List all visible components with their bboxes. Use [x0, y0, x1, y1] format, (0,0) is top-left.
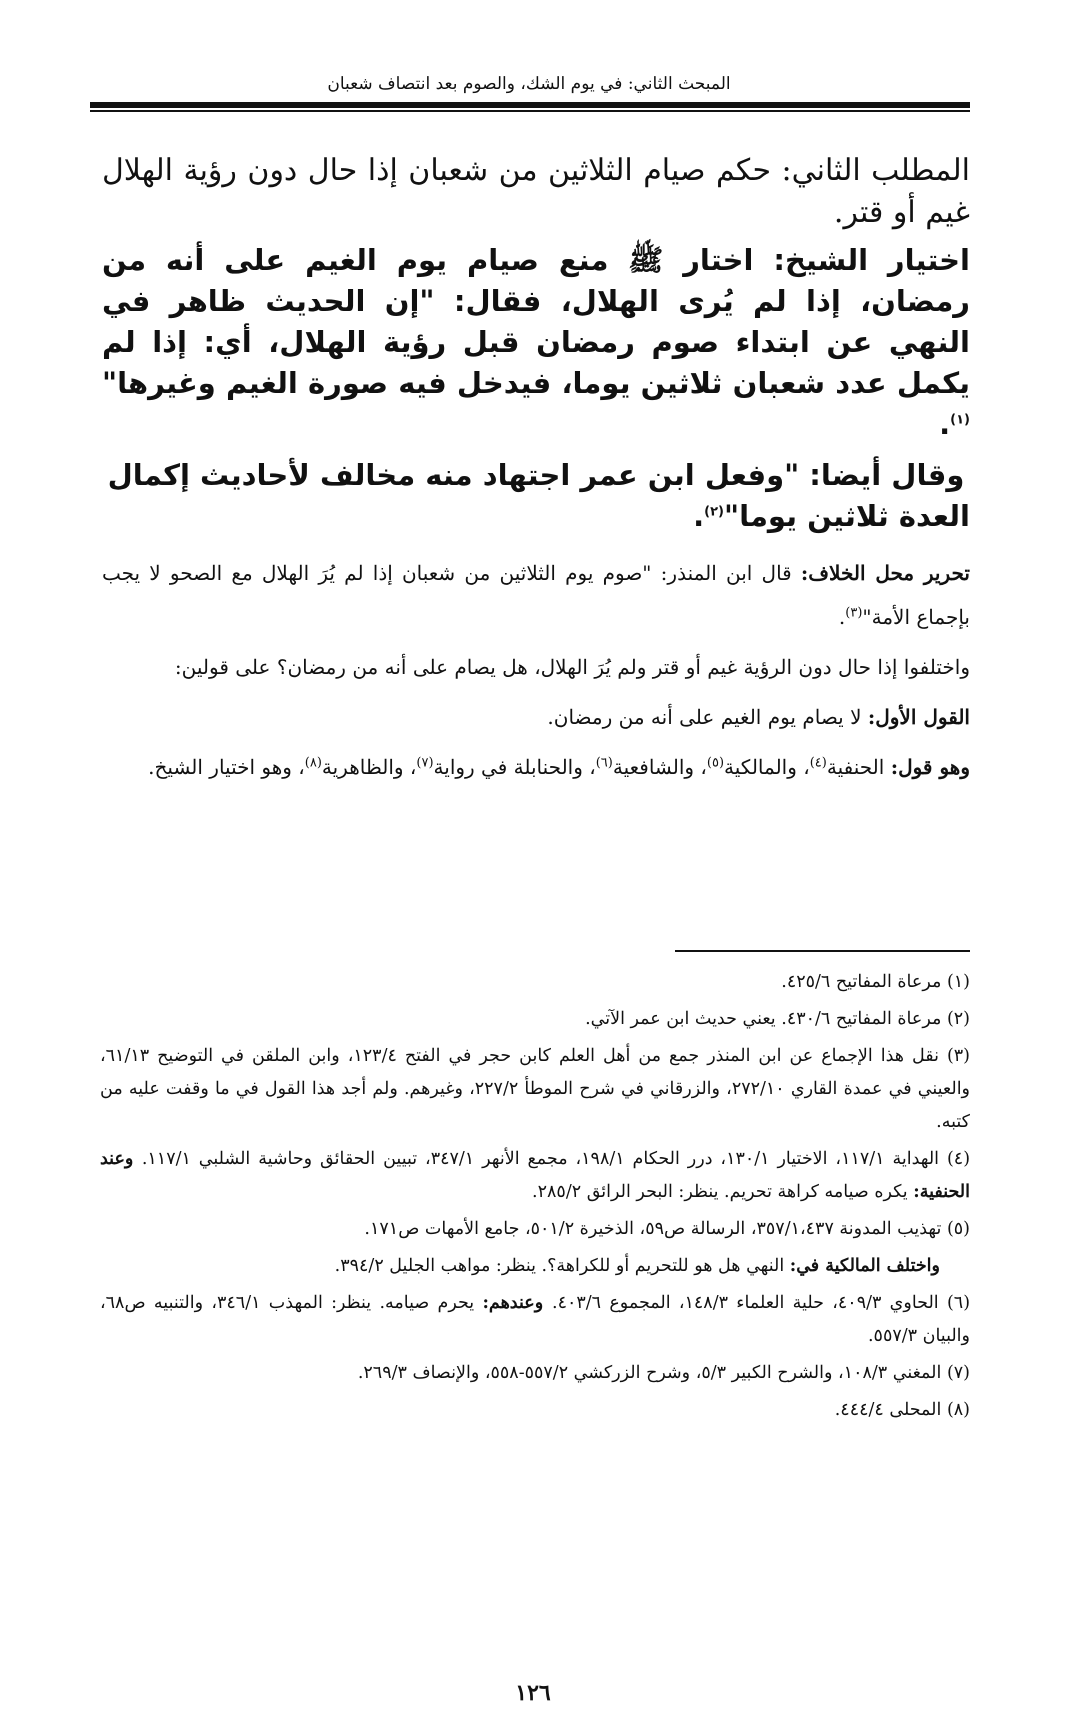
tahrir-paragraph: تحرير محل الخلاف: قال ابن المنذر: "صوم يوم الثلاثين من شعبان إذا لم يُرَ الهلال مع الصحو لا يجب بإجماع الأمة"$^{(٣)}$.	[102, 561, 970, 629]
footnote-item	[100, 1213, 970, 1246]
first-opinion-paragraph	[102, 695, 970, 739]
footnotes	[100, 962, 970, 1431]
first-opinion-text: لا يصام يوم الغيم على أنه من رمضان.	[547, 705, 868, 729]
footnote-bold-label: واختلف المالكية في:	[789, 1256, 940, 1276]
sheikh-choice-text: اختيار الشيخ: اختار ﷺ منع صيام يوم الغيم على أنه من رمضان، إذا لم يُرى الهلال، فقال: "إن الحديث ظاهر في النهي عن ابتداء صوم رمضان قبل رؤية الهلال، أي: إذا لم يكمل عدد شعبان ثلاثين يوما، فيدخل فيه صورة الغيم وغيرها"	[102, 243, 970, 400]
holders-conclusion: ، وهو اختيار الشيخ.	[148, 755, 305, 779]
footnote-text: الحاوي ٤٠٩/٣، حلية العلماء ١٤٨/٣، المجموع ٤٠٣/٦.	[551, 1293, 939, 1313]
first-opinion-label: القول الأول:	[867, 705, 970, 729]
footnote-text-continued: يكره صيامه كراهة تحريم. ينظر: البحر الرائق ٢٨٥/٢.	[532, 1182, 914, 1202]
footnote-text: النهي هل هو للتحريم أو للكراهة؟. ينظر: مواهب الجليل ٣٩٤/٢.	[334, 1256, 790, 1276]
footnote-text: المحلى ٤٤٤/٤.	[834, 1400, 942, 1420]
footnote-number: (٣)	[946, 1046, 970, 1066]
holder-hanafi: الحنفية	[826, 755, 891, 779]
footnote-text: نقل هذا الإجماع عن ابن المنذر جمع من أهل العلم كابن حجر في الفتح ١٢٣/٤، وابن الملقن في التوضيح ٦١/١٣، والعيني في عمدة القاري ٢٧٢/١٠، والزرقاني في شرح الموطأ ٢٢٧/٢، وغيرهم. ولم أجد هذا القول في ما وقفت عليه من كتبه.	[100, 1046, 971, 1132]
section-title: المطلب الثاني: حكم صيام الثلاثين من شعبان إذا حال دون رؤية الهلال غيم أو قتر.	[102, 153, 970, 230]
footnote-number: (٥)	[946, 1219, 970, 1239]
footnote-number: (٨)	[946, 1400, 970, 1420]
footnote-bold-label: وعند الحنفية:	[100, 1149, 970, 1202]
header-rule	[90, 102, 970, 108]
tahrir-label: تحرير محل الخلاف:	[800, 561, 970, 585]
sheikh-choice-block	[102, 240, 970, 445]
holder-zahiri: ، والظاهرية	[321, 755, 417, 779]
holders-paragraph	[102, 745, 970, 789]
footnote-number: (٢)	[946, 1009, 970, 1029]
footnote-ref: (٣)	[845, 605, 863, 621]
footnote-text: مرعاة المفاتيح ٤٢٥/٦.	[781, 972, 942, 992]
main-text	[102, 150, 970, 795]
footnote-text-continued: يحرم صيامه. ينظر: المهذب ٣٤٦/١، والتنبيه ص٦٨، والبيان ٥٥٧/٣.	[100, 1293, 970, 1346]
holder-maliki: ، والمالكية	[724, 755, 810, 779]
footnote-continuation	[100, 1250, 970, 1283]
footnote-text: مرعاة المفاتيح ٤٣٠/٦. يعني حديث ابن عمر الآتي.	[585, 1009, 942, 1029]
footnote-ref: (٧)	[416, 755, 434, 771]
page-number: ١٢٦	[515, 1680, 551, 1706]
footnote-text: تهذيب المدونة ٣٥٧/١،٤٣٧، الرسالة ص٥٩، الذخيرة ٥٠١/٢، جامع الأمهات ص١٧١.	[364, 1219, 942, 1239]
sheikh-also-paragraph: وقال أيضا: "وفعل ابن عمر اجتهاد منه مخالف لأحاديث إكمال العدة ثلاثين يوما"$^{(٢)}$.	[107, 458, 970, 533]
footnote-text: الهداية ١١٧/١، الاختيار ١٣٠/١، درر الحكام ١٩٨/١، مجمع الأنهر ٣٤٧/١، تبيين الحقائق وحاشية الشلبي ١١٧/١.	[141, 1149, 940, 1169]
footnote-item	[100, 1040, 970, 1139]
footnote-separator	[675, 950, 970, 952]
footnote-item	[100, 1287, 970, 1353]
footnote-bold-label: وعندهم:	[482, 1293, 552, 1313]
holder-shafii: ، والشافعية	[612, 755, 707, 779]
footnote-item	[100, 1357, 970, 1390]
header-rule-thin	[90, 110, 970, 112]
tahrir-text: قال ابن المنذر: "صوم يوم الثلاثين من شعبان إذا لم يُرَ الهلال مع الصحو لا يجب بإجماع الأمة"	[102, 561, 970, 629]
footnote-ref: (٥)	[706, 755, 725, 771]
footnote-item	[100, 1003, 970, 1036]
footnote-text: المغني ١٠٨/٣، والشرح الكبير ٥/٣، وشرح الزركشي ٥٥٧/٢-٥٥٨، والإنصاف ٢٦٩/٣.	[357, 1363, 942, 1383]
footnote-ref: (٦)	[595, 755, 613, 771]
holders-label: وهو قول:	[890, 755, 970, 779]
footnote-ref: (٢)	[704, 504, 724, 520]
sheikh-also-text: وقال أيضا: "وفعل ابن عمر اجتهاد منه مخالف لأحاديث إكمال العدة ثلاثين يوما"	[107, 458, 970, 533]
running-header: المبحث الثاني: في يوم الشك، والصوم بعد انتصاف شعبان	[327, 74, 731, 94]
footnote-number: (٤)	[946, 1149, 971, 1169]
footnote-number: (١)	[946, 972, 970, 992]
sheikh-choice-paragraph: اختيار الشيخ: اختار ﷺ منع صيام يوم الغيم على أنه من رمضان، إذا لم يُرى الهلال، فقال: "إن الحديث ظاهر في النهي عن ابتداء صوم رمضان قبل رؤية الهلال، أي: إذا لم يكمل عدد شعبان ثلاثين يوما، فيدخل فيه صورة الغيم وغيرها"$^{(١)}$.	[102, 243, 970, 441]
footnote-ref: (١)	[950, 412, 970, 428]
footnote-item	[100, 966, 970, 999]
footnote-number: (٦)	[946, 1293, 971, 1313]
footnote-ref: (٤)	[809, 755, 827, 771]
footnote-number: (٧)	[946, 1363, 970, 1383]
footnote-item	[100, 1143, 970, 1209]
holder-hanbali: ، والحنابلة في رواية	[433, 755, 596, 779]
ikhtilaf-paragraph: واختلفوا إذا حال دون الرؤية غيم أو قتر ولم يُرَ الهلال، هل يصام على أنه من رمضان؟ على قولين:	[174, 655, 970, 679]
footnote-item	[100, 1394, 970, 1427]
footnote-ref: (٨)	[304, 755, 322, 771]
